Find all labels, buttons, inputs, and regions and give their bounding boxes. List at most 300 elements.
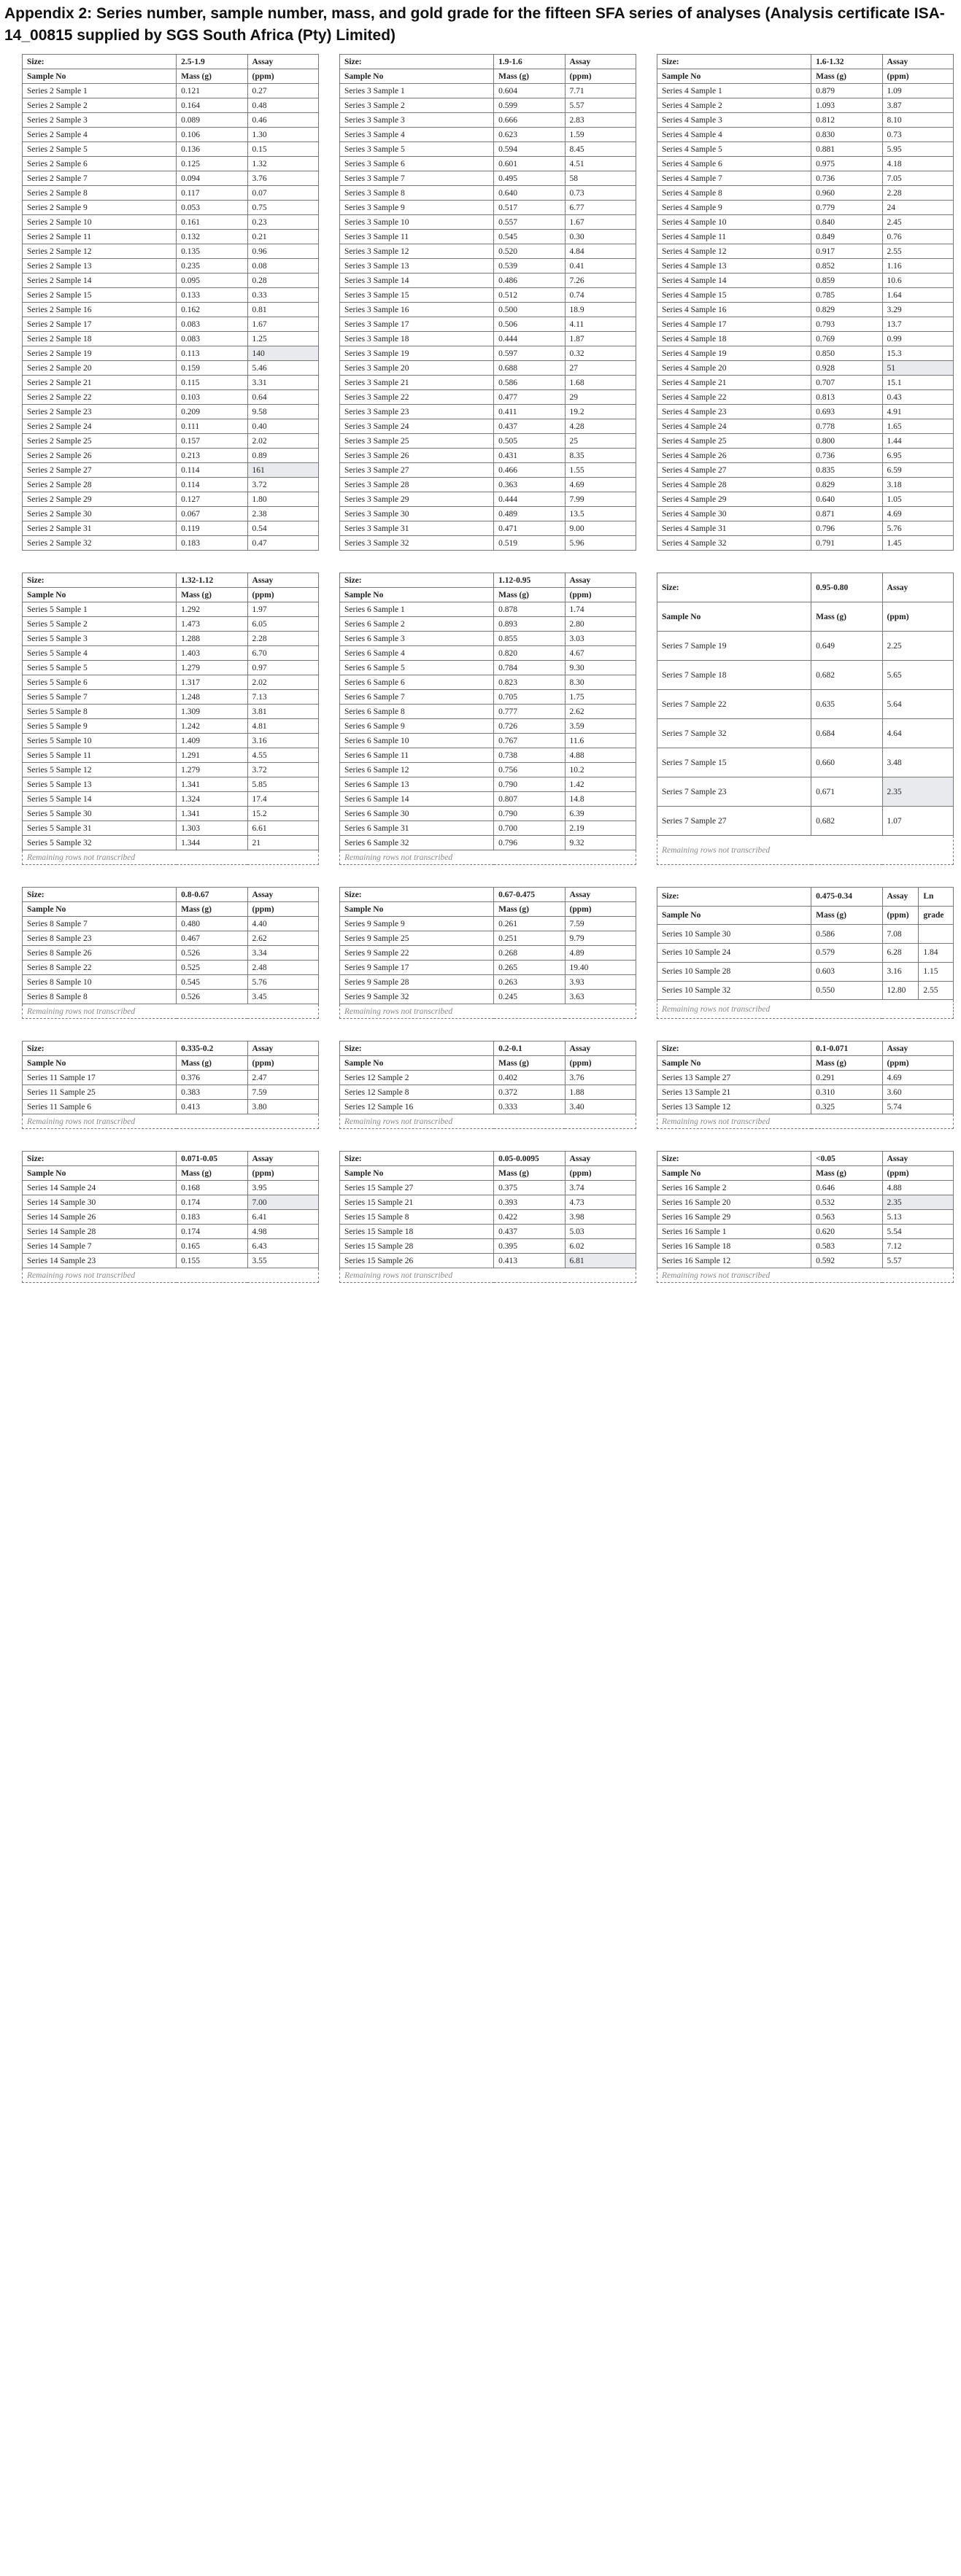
assay-header: Assay <box>882 55 953 69</box>
truncated-rows-note <box>23 850 319 865</box>
sample-name: Series 7 Sample 18 <box>657 661 811 690</box>
truncated-note: Remaining rows not transcribed <box>657 836 954 865</box>
mass-value: 0.489 <box>494 507 565 521</box>
mass-value: 0.413 <box>494 1254 565 1268</box>
truncated-note: Remaining rows not transcribed <box>23 850 319 865</box>
mass-value: 0.444 <box>494 332 565 346</box>
assay-value: 1.74 <box>565 602 636 617</box>
mass-value: 0.579 <box>811 944 882 963</box>
table-row <box>23 84 319 98</box>
mass-value: 0.466 <box>494 463 565 478</box>
truncated-note: Remaining rows not transcribed <box>23 1114 319 1129</box>
size-range: 0.67-0.475 <box>494 888 565 902</box>
sample-name: Series 9 Sample 28 <box>340 975 494 990</box>
mass-value: 0.791 <box>811 536 882 551</box>
table-row <box>340 346 636 361</box>
size-range: 1.32-1.12 <box>177 573 247 588</box>
series-8-table <box>22 887 319 1019</box>
sample-name: Series 6 Sample 6 <box>340 675 494 690</box>
mass-value: 0.790 <box>494 807 565 821</box>
table-row <box>23 821 319 836</box>
sample-name: Series 16 Sample 1 <box>657 1225 811 1239</box>
sample-name: Series 3 Sample 8 <box>340 186 494 201</box>
sample-name: Series 4 Sample 1 <box>657 84 811 98</box>
mass-value: 1.291 <box>177 748 247 763</box>
assay-value: 3.16 <box>247 734 318 748</box>
assay-value: 161 <box>247 463 318 478</box>
assay-value: 4.11 <box>565 317 636 332</box>
assay-value: 0.07 <box>247 186 318 201</box>
size-header-row <box>340 55 636 69</box>
assay-value: 0.33 <box>247 288 318 303</box>
table-row <box>23 317 319 332</box>
size-label: Size: <box>340 55 494 69</box>
mass-value: 0.094 <box>177 171 247 186</box>
mass-value: 0.855 <box>494 632 565 646</box>
table-row <box>340 748 636 763</box>
mass-value: 0.411 <box>494 405 565 419</box>
sample-name: Series 2 Sample 5 <box>23 142 177 157</box>
assay-value: 1.32 <box>247 157 318 171</box>
ppm-header: (ppm) <box>882 1166 953 1181</box>
sample-name: Series 13 Sample 21 <box>657 1085 811 1100</box>
sample-name: Series 2 Sample 32 <box>23 536 177 551</box>
sample-name: Series 2 Sample 9 <box>23 201 177 215</box>
assay-value: 6.81 <box>565 1254 636 1268</box>
mass-value: 0.310 <box>811 1085 882 1100</box>
table-row <box>340 463 636 478</box>
ln-grade-value <box>919 925 954 944</box>
sample-name: Series 4 Sample 14 <box>657 273 811 288</box>
sample-name: Series 5 Sample 3 <box>23 632 177 646</box>
table-row <box>657 719 954 748</box>
assay-value: 5.76 <box>882 521 953 536</box>
assay-value: 5.57 <box>565 98 636 113</box>
assay-value: 5.54 <box>882 1225 953 1239</box>
table-row <box>340 361 636 376</box>
table-row <box>23 792 319 807</box>
sample-name: Series 6 Sample 13 <box>340 777 494 792</box>
sample-name: Series 5 Sample 32 <box>23 836 177 850</box>
table-row <box>340 792 636 807</box>
assay-value: 1.67 <box>247 317 318 332</box>
sample-name: Series 14 Sample 24 <box>23 1181 177 1195</box>
mass-value: 0.111 <box>177 419 247 434</box>
sample-name: Series 2 Sample 30 <box>23 507 177 521</box>
mass-value: 0.813 <box>811 390 882 405</box>
table-row <box>23 1085 319 1100</box>
assay-value: 7.26 <box>565 273 636 288</box>
sample-name: Series 15 Sample 27 <box>340 1181 494 1195</box>
sample-name: Series 2 Sample 15 <box>23 288 177 303</box>
assay-value: 8.30 <box>565 675 636 690</box>
table-row <box>657 632 954 661</box>
mass-header: Mass (g) <box>811 906 882 925</box>
assay-value: 0.64 <box>247 390 318 405</box>
sample-name: Series 8 Sample 23 <box>23 931 177 946</box>
sample-name: Series 3 Sample 13 <box>340 259 494 273</box>
table-row <box>340 303 636 317</box>
ln-grade-value: 1.15 <box>919 962 954 981</box>
table-row <box>340 675 636 690</box>
table-row <box>23 961 319 975</box>
table-row <box>23 777 319 792</box>
mass-value: 0.245 <box>494 990 565 1004</box>
mass-value: 0.829 <box>811 303 882 317</box>
ppm-header: (ppm) <box>565 1166 636 1181</box>
mass-value: 0.183 <box>177 536 247 551</box>
mass-value: 0.671 <box>811 777 882 807</box>
mass-value: 0.756 <box>494 763 565 777</box>
mass-value: 1.279 <box>177 661 247 675</box>
assay-header: Assay <box>882 573 953 602</box>
table-row <box>657 1195 954 1210</box>
table-row <box>657 807 954 836</box>
sample-name: Series 3 Sample 24 <box>340 419 494 434</box>
table-row <box>657 215 954 230</box>
column-header-row <box>657 906 954 925</box>
assay-value: 2.47 <box>247 1071 318 1085</box>
mass-value: 0.850 <box>811 346 882 361</box>
sample-name: Series 5 Sample 11 <box>23 748 177 763</box>
table-row <box>23 661 319 675</box>
assay-value: 1.44 <box>882 434 953 449</box>
column-header-row <box>657 69 954 84</box>
sample-name: Series 4 Sample 26 <box>657 449 811 463</box>
mass-value: 0.779 <box>811 201 882 215</box>
table-row <box>657 463 954 478</box>
mass-value: 0.235 <box>177 259 247 273</box>
assay-value: 2.35 <box>882 1195 953 1210</box>
series-14-table <box>22 1151 319 1283</box>
size-header-row <box>657 55 954 69</box>
assay-value: 1.65 <box>882 419 953 434</box>
ppm-header: (ppm) <box>882 69 953 84</box>
table-row <box>23 763 319 777</box>
table-row <box>340 1195 636 1210</box>
assay-value: 4.89 <box>565 946 636 961</box>
table-row <box>657 332 954 346</box>
mass-value: 0.291 <box>811 1071 882 1085</box>
mass-value: 0.707 <box>811 376 882 390</box>
sample-name: Series 6 Sample 4 <box>340 646 494 661</box>
size-header-row <box>657 888 954 907</box>
table-row <box>340 617 636 632</box>
mass-value: 0.437 <box>494 419 565 434</box>
sample-name: Series 3 Sample 28 <box>340 478 494 492</box>
column-header-row <box>340 1166 636 1181</box>
mass-value: 0.467 <box>177 931 247 946</box>
assay-value: 2.19 <box>565 821 636 836</box>
truncated-rows-note <box>23 1004 319 1019</box>
table-row <box>657 1181 954 1195</box>
series-16-table <box>657 1151 954 1283</box>
table-row <box>340 777 636 792</box>
assay-header: Assay <box>247 55 318 69</box>
mass-value: 0.736 <box>811 449 882 463</box>
mass-value: 0.640 <box>811 492 882 507</box>
assay-value: 0.23 <box>247 215 318 230</box>
assay-value: 1.97 <box>247 602 318 617</box>
assay-value: 6.28 <box>882 944 919 963</box>
table-row <box>657 1225 954 1239</box>
table-row <box>657 361 954 376</box>
table-row <box>23 419 319 434</box>
table-row <box>23 646 319 661</box>
assay-value: 6.77 <box>565 201 636 215</box>
table-row <box>340 1239 636 1254</box>
assay-value: 7.99 <box>565 492 636 507</box>
mass-value: 0.431 <box>494 449 565 463</box>
table-row <box>340 690 636 705</box>
sample-name: Series 4 Sample 20 <box>657 361 811 376</box>
mass-value: 0.168 <box>177 1181 247 1195</box>
table-row <box>340 1225 636 1239</box>
table-row <box>657 434 954 449</box>
assay-value: 3.55 <box>247 1254 318 1268</box>
column-header-row <box>23 1166 319 1181</box>
table-row <box>657 157 954 171</box>
sample-name: Series 9 Sample 22 <box>340 946 494 961</box>
sample-name: Series 2 Sample 13 <box>23 259 177 273</box>
assay-value: 4.84 <box>565 244 636 259</box>
table-row <box>23 463 319 478</box>
mass-value: 0.506 <box>494 317 565 332</box>
table-row <box>657 536 954 551</box>
mass-value: 0.975 <box>811 157 882 171</box>
mass-value: 0.525 <box>177 961 247 975</box>
series-12-table <box>339 1041 636 1129</box>
table-row <box>657 84 954 98</box>
table-row <box>340 1181 636 1195</box>
sample-name: Series 3 Sample 10 <box>340 215 494 230</box>
assay-value: 18.9 <box>565 303 636 317</box>
sample-name: Series 6 Sample 2 <box>340 617 494 632</box>
sample-name: Series 14 Sample 28 <box>23 1225 177 1239</box>
table-row <box>340 1071 636 1085</box>
mass-value: 0.500 <box>494 303 565 317</box>
sample-name: Series 4 Sample 22 <box>657 390 811 405</box>
assay-value: 21 <box>247 836 318 850</box>
sample-name: Series 5 Sample 31 <box>23 821 177 836</box>
assay-value: 4.91 <box>882 405 953 419</box>
mass-value: 0.526 <box>177 990 247 1004</box>
mass-value: 0.495 <box>494 171 565 186</box>
size-label: Size: <box>657 573 811 602</box>
mass-value: 0.519 <box>494 536 565 551</box>
assay-header: Assay <box>247 888 318 902</box>
table-row <box>340 273 636 288</box>
assay-value: 1.87 <box>565 332 636 346</box>
sample-name: Series 10 Sample 28 <box>657 962 811 981</box>
mass-value: 0.114 <box>177 463 247 478</box>
mass-value: 0.263 <box>494 975 565 990</box>
assay-value: 3.76 <box>565 1071 636 1085</box>
assay-value: 0.76 <box>882 230 953 244</box>
mass-value: 1.093 <box>811 98 882 113</box>
table-row <box>340 317 636 332</box>
truncated-note: Remaining rows not transcribed <box>340 1114 636 1129</box>
mass-value: 0.738 <box>494 748 565 763</box>
mass-value: 1.288 <box>177 632 247 646</box>
size-header-row <box>657 1152 954 1166</box>
mass-value: 1.409 <box>177 734 247 748</box>
ln-header: Ln <box>919 888 954 907</box>
sample-name: Series 5 Sample 6 <box>23 675 177 690</box>
truncated-note: Remaining rows not transcribed <box>340 1268 636 1283</box>
assay-value: 3.45 <box>247 990 318 1004</box>
mass-value: 0.545 <box>494 230 565 244</box>
sample-name: Series 3 Sample 26 <box>340 449 494 463</box>
sample-no-header: Sample No <box>340 1056 494 1071</box>
sample-name: Series 8 Sample 26 <box>23 946 177 961</box>
mass-header: Mass (g) <box>811 69 882 84</box>
table-row <box>340 157 636 171</box>
ppm-header: (ppm) <box>247 1056 318 1071</box>
mass-value: 0.635 <box>811 690 882 719</box>
mass-value: 0.796 <box>494 836 565 850</box>
assay-value: 5.57 <box>882 1254 953 1268</box>
table-row <box>657 521 954 536</box>
assay-value: 1.67 <box>565 215 636 230</box>
assay-value: 6.95 <box>882 449 953 463</box>
table-row <box>340 763 636 777</box>
table-row <box>23 1071 319 1085</box>
sample-name: Series 10 Sample 24 <box>657 944 811 963</box>
truncated-rows-note <box>23 1268 319 1283</box>
assay-value: 7.13 <box>247 690 318 705</box>
sample-name: Series 5 Sample 13 <box>23 777 177 792</box>
sample-name: Series 5 Sample 2 <box>23 617 177 632</box>
assay-value: 3.98 <box>565 1210 636 1225</box>
mass-value: 0.693 <box>811 405 882 419</box>
mass-header: Mass (g) <box>811 1166 882 1181</box>
assay-value: 3.31 <box>247 376 318 390</box>
table-row <box>23 142 319 157</box>
table-row <box>340 975 636 990</box>
assay-value: 5.76 <box>247 975 318 990</box>
sample-name: Series 2 Sample 22 <box>23 390 177 405</box>
ln-grade-value: 2.55 <box>919 981 954 1000</box>
size-range: <0.05 <box>811 1152 882 1166</box>
table-row <box>657 230 954 244</box>
table-row <box>657 1071 954 1085</box>
sample-name: Series 14 Sample 23 <box>23 1254 177 1268</box>
mass-value: 0.777 <box>494 705 565 719</box>
mass-value: 0.132 <box>177 230 247 244</box>
table-row <box>340 288 636 303</box>
sample-name: Series 15 Sample 8 <box>340 1210 494 1225</box>
mass-value: 0.603 <box>811 962 882 981</box>
table-row <box>657 449 954 463</box>
sample-name: Series 4 Sample 24 <box>657 419 811 434</box>
sample-name: Series 12 Sample 8 <box>340 1085 494 1100</box>
table-row <box>657 1210 954 1225</box>
sample-name: Series 16 Sample 12 <box>657 1254 811 1268</box>
assay-value: 6.02 <box>565 1239 636 1254</box>
sample-name: Series 3 Sample 5 <box>340 142 494 157</box>
mass-value: 0.785 <box>811 288 882 303</box>
sample-name: Series 6 Sample 1 <box>340 602 494 617</box>
column-header-row <box>657 602 954 632</box>
size-label: Size: <box>23 1041 177 1056</box>
sample-no-header: Sample No <box>23 69 177 84</box>
mass-value: 0.586 <box>494 376 565 390</box>
mass-value: 0.067 <box>177 507 247 521</box>
sample-name: Series 4 Sample 8 <box>657 186 811 201</box>
mass-value: 0.682 <box>811 661 882 690</box>
assay-value: 7.71 <box>565 84 636 98</box>
size-label: Size: <box>23 888 177 902</box>
assay-value: 0.97 <box>247 661 318 675</box>
assay-value: 2.35 <box>882 777 953 807</box>
size-range: 0.2-0.1 <box>494 1041 565 1056</box>
sample-name: Series 4 Sample 2 <box>657 98 811 113</box>
mass-value: 0.597 <box>494 346 565 361</box>
assay-value: 2.62 <box>247 931 318 946</box>
mass-value: 0.878 <box>494 602 565 617</box>
sample-name: Series 4 Sample 7 <box>657 171 811 186</box>
sample-name: Series 14 Sample 7 <box>23 1239 177 1254</box>
truncated-rows-note <box>657 1114 954 1129</box>
sample-name: Series 4 Sample 25 <box>657 434 811 449</box>
table-row <box>340 171 636 186</box>
sample-name: Series 4 Sample 29 <box>657 492 811 507</box>
table-row <box>340 1210 636 1225</box>
mass-value: 0.620 <box>811 1225 882 1239</box>
table-row <box>23 990 319 1004</box>
sample-name: Series 3 Sample 23 <box>340 405 494 419</box>
table-row <box>23 675 319 690</box>
mass-value: 0.155 <box>177 1254 247 1268</box>
table-row <box>657 405 954 419</box>
mass-value: 0.383 <box>177 1085 247 1100</box>
sample-name: Series 9 Sample 9 <box>340 917 494 931</box>
size-label: Size: <box>340 1152 494 1166</box>
sample-name: Series 9 Sample 25 <box>340 931 494 946</box>
table-row <box>340 259 636 273</box>
size-header-row <box>657 1041 954 1056</box>
table-row <box>657 113 954 128</box>
sample-name: Series 3 Sample 17 <box>340 317 494 332</box>
ppm-header: (ppm) <box>882 1056 953 1071</box>
table-row <box>340 931 636 946</box>
assay-value: 19.40 <box>565 961 636 975</box>
truncated-note: Remaining rows not transcribed <box>657 1268 954 1283</box>
assay-value: 0.47 <box>247 536 318 551</box>
mass-value: 0.372 <box>494 1085 565 1100</box>
size-label: Size: <box>23 573 177 588</box>
table-row <box>657 317 954 332</box>
series-2-table <box>22 54 319 551</box>
table-row <box>340 734 636 748</box>
assay-value: 5.85 <box>247 777 318 792</box>
mass-value: 0.893 <box>494 617 565 632</box>
assay-value: 25 <box>565 434 636 449</box>
assay-value: 4.73 <box>565 1195 636 1210</box>
series-13-table <box>657 1041 954 1129</box>
sample-name: Series 4 Sample 21 <box>657 376 811 390</box>
table-row <box>657 1100 954 1114</box>
truncated-note: Remaining rows not transcribed <box>657 1114 954 1129</box>
mass-header: Mass (g) <box>494 69 565 84</box>
mass-value: 0.480 <box>177 917 247 931</box>
assay-value: 3.29 <box>882 303 953 317</box>
sample-name: Series 7 Sample 23 <box>657 777 811 807</box>
assay-value: 2.80 <box>565 617 636 632</box>
mass-value: 0.395 <box>494 1239 565 1254</box>
assay-value: 0.48 <box>247 98 318 113</box>
